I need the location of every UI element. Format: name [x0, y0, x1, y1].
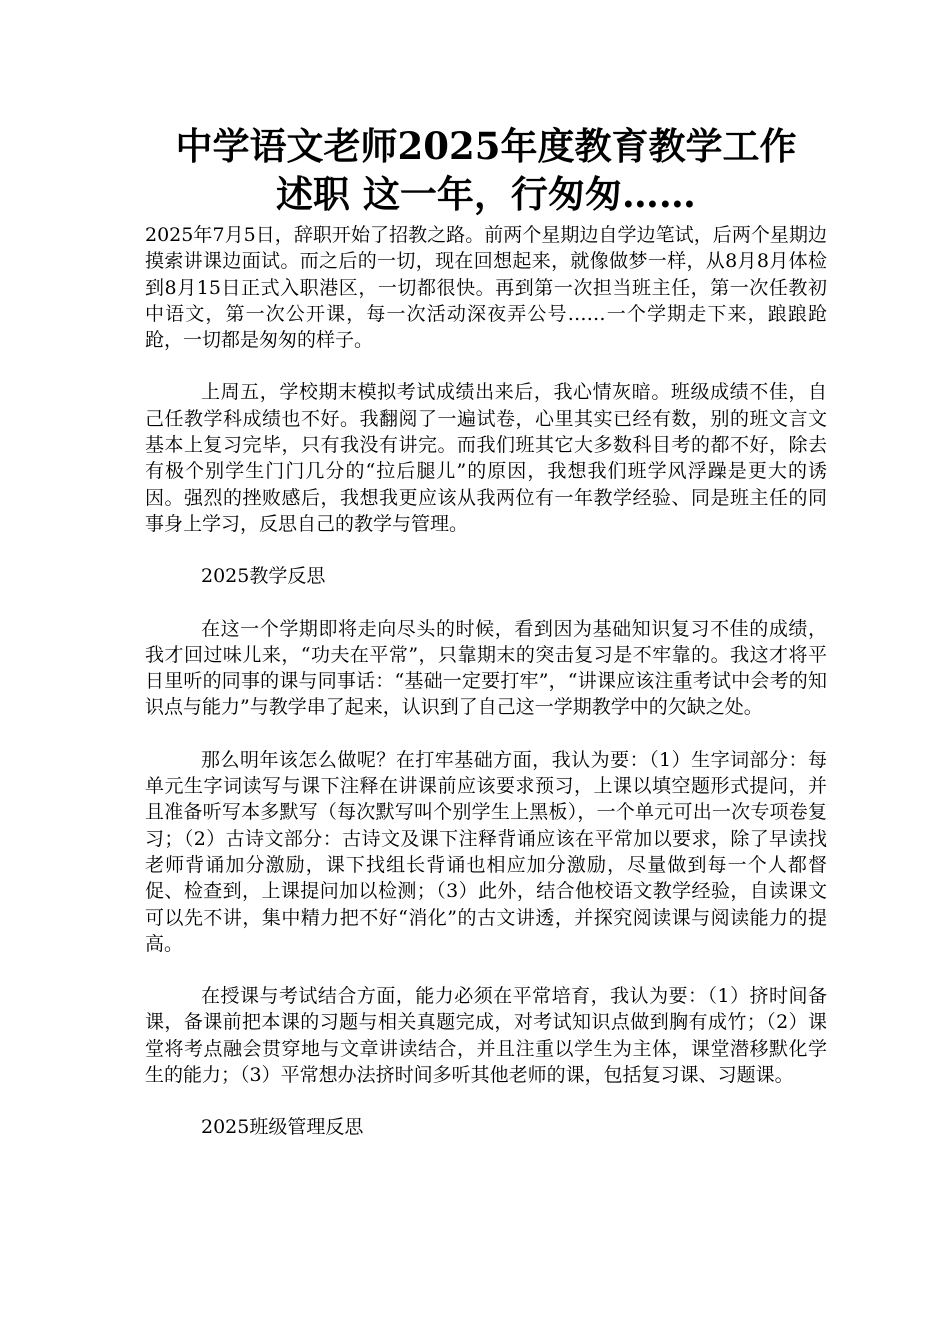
paragraph-intro: 2025年7月5日，辞职开始了招教之路。前两个星期边自学边笔试，后两个星期边摸索讲课边面试。而之后的一切，现在回想起来，就像做梦一样，从8月8月体检到8月15日正式入职港区，一切都很快。再到第一次担当班主任，第一次任教初中语文，第一次公开课，每一次活动深夜弄公号……一个学期走下来，踉踉跄跄，一切都是匆匆的样子。 — [145, 224, 827, 352]
title-line-1: 中学语文老师2025年度教育教学工作 — [175, 124, 797, 168]
paragraph-teaching-reflection: 在这一个学期即将走向尽头的时候，看到因为基础知识复习不佳的成绩，我才回过味儿来，“功夫在平常”，只靠期末的突击复习是不牢靠的。我这才将平日里听的同事的课与同事话：“基础一定要打牢”，“讲课应该注重考试中会考的知识点与能力”与教学串了起来，认识到了自己这一学期教学中的欠缺之处。 — [145, 617, 827, 719]
paragraph-exam-results: 上周五，学校期末模拟考试成绩出来后，我心情灰暗。班级成绩不佳，自己任教学科成绩也不好。我翻阅了一遍试卷，心里其实已经有数，别的班文言文基本上复习完毕，只有我没有讲完。而我们班其它大多数科目考的都不好，除去有极个别学生门门几分的“拉后腿儿”的原因，我想我们班学风浮躁是更大的诱因。强烈的挫败感后，我想我更应该从我两位有一年教学经验、同是班主任的同事身上学习，反思自己的教学与管理。 — [145, 381, 827, 535]
document-body — [145, 222, 827, 1141]
paragraph-basics-plan: 那么明年该怎么做呢？在打牢基础方面，我认为要：（1）生字词部分：每单元生字词读写与课下注释在讲课前应该要求预习，上课以填空题形式提问，并且准备听写本多默写（每次默写叫个别学生上黑板），一个单元可出一次专项卷复习；（2）古诗文部分：古诗文及课下注释背诵应该在平常加以要求，除了早读找老师背诵加分激励，课下找组长背诵也相应加分激励，尽量做到每一个人都督促、检查到，上课提问加以检测；（3）此外，结合他校语文教学经验，自读课文可以先不讲，集中精力把不好“消化”的古文讲透，并探究阅读课与阅读能力的提高。 — [145, 748, 827, 955]
paragraph-spacer — [145, 721, 827, 747]
section-heading-teaching: 2025教学反思 — [201, 565, 326, 588]
paragraph-spacer — [145, 957, 827, 983]
document-page — [145, 122, 827, 1141]
paragraph-ability-plan: 在授课与考试结合方面，能力必须在平常培育，我认为要：（1）挤时间备课，备课前把本课的习题与相关真题完成，对考试知识点做到胸有成竹；（2）课堂将考点融会贯穿地与文章讲读结合，并且注重以学生为主体，课堂潜移默化学生的能力；（3）平常想办法挤时间多听其他老师的课，包括复习课、习题课。 — [145, 985, 827, 1087]
paragraph-spacer — [145, 353, 827, 379]
paragraph-spacer — [145, 590, 827, 616]
paragraph-spacer — [145, 1088, 827, 1114]
document-title — [145, 122, 827, 218]
section-heading-class-management: 2025班级管理反思 — [201, 1116, 364, 1139]
title-line-2: 述职 这一年，行匆匆…… — [276, 172, 696, 216]
paragraph-spacer — [145, 537, 827, 563]
